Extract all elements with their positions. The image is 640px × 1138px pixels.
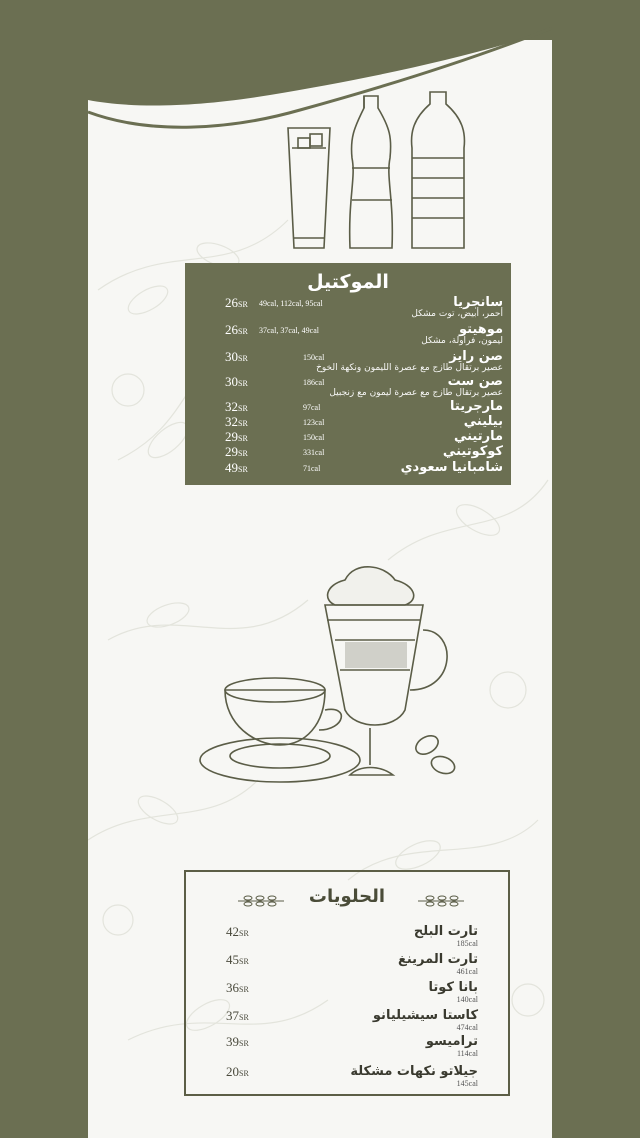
dessert-price: 36SR	[226, 980, 249, 995]
dessert-price: 20SR	[226, 1064, 249, 1079]
dessert-price: 45SR	[226, 952, 249, 967]
cocktail-name: مارتيني	[453, 429, 503, 444]
cocktail-calories: 150cal	[303, 433, 325, 442]
cocktail-price: 26SR	[225, 295, 248, 310]
cocktail-name: صن رايز	[449, 349, 503, 364]
cocktail-name: شامبانيا سعودي	[400, 460, 503, 475]
cocktail-price: 49SR	[225, 460, 248, 475]
dessert-calories: 474cal	[456, 1023, 478, 1032]
drinks-bottles-illustration	[280, 88, 470, 253]
cocktail-name: صن ست	[447, 374, 503, 389]
cocktail-price: 29SR	[225, 429, 248, 444]
cocktail-description: عصير برتقال طازج مع عصرة ليمون مع زنجبيل	[329, 388, 503, 398]
cocktail-price: 30SR	[225, 374, 248, 389]
dessert-name: تارت المرينغ	[397, 952, 478, 967]
dessert-price: 39SR	[226, 1034, 249, 1049]
cocktail-calories: 37cal, 37cal, 49cal	[259, 326, 319, 335]
dessert-price: 42SR	[226, 924, 249, 939]
cocktail-name: مارجريتا	[450, 399, 503, 414]
cocktail-calories: 331cal	[303, 448, 325, 457]
desserts-section	[184, 870, 510, 1096]
dessert-name: بانا كوتا	[428, 980, 478, 995]
dessert-calories: 461cal	[456, 967, 478, 976]
cocktail-name: كوكوتيني	[442, 444, 503, 459]
cocktail-price: 29SR	[225, 444, 248, 459]
cocktail-price: 26SR	[225, 322, 248, 337]
cocktail-calories: 150cal	[303, 353, 325, 362]
cocktail-price: 32SR	[225, 414, 248, 429]
coffee-illustration	[195, 560, 470, 800]
cocktail-description: ليمون، فراولة، مشكل	[421, 336, 503, 346]
cocktail-description: أحمر، أبيض، توت مشكل	[411, 309, 503, 319]
cocktail-calories: 186cal	[303, 378, 325, 387]
cocktails-title: الموكتيل	[307, 271, 389, 293]
cocktails-section	[185, 263, 511, 485]
dessert-name: جيلاتو نكهات مشكلة	[350, 1064, 478, 1079]
dessert-name: تارت البلح	[413, 924, 478, 939]
cocktail-name: موهيتو	[459, 322, 503, 337]
dessert-price: 37SR	[226, 1008, 249, 1023]
dessert-calories: 114cal	[456, 1049, 478, 1058]
dessert-name: تراميسو	[425, 1034, 478, 1049]
cocktail-price: 30SR	[225, 349, 248, 364]
cocktail-price: 32SR	[225, 399, 248, 414]
cocktail-calories: 49cal, 112cal, 95cal	[259, 299, 323, 308]
dessert-calories: 145cal	[456, 1079, 478, 1088]
cocktail-calories: 71cal	[303, 464, 321, 473]
dessert-calories: 140cal	[456, 995, 478, 1004]
desserts-title: الحلويات	[308, 886, 386, 907]
dessert-name: كاستا سيشيليانو	[372, 1008, 478, 1023]
cocktail-description: عصير برتقال طازج مع عصرة الليمون ونكهة الخوخ	[316, 363, 503, 373]
cocktail-calories: 123cal	[303, 418, 325, 427]
cocktail-name: سانجريا	[453, 295, 503, 310]
dessert-calories: 185cal	[456, 939, 478, 948]
cocktail-calories: 97cal	[303, 403, 321, 412]
cocktail-name: بيليني	[463, 414, 503, 429]
